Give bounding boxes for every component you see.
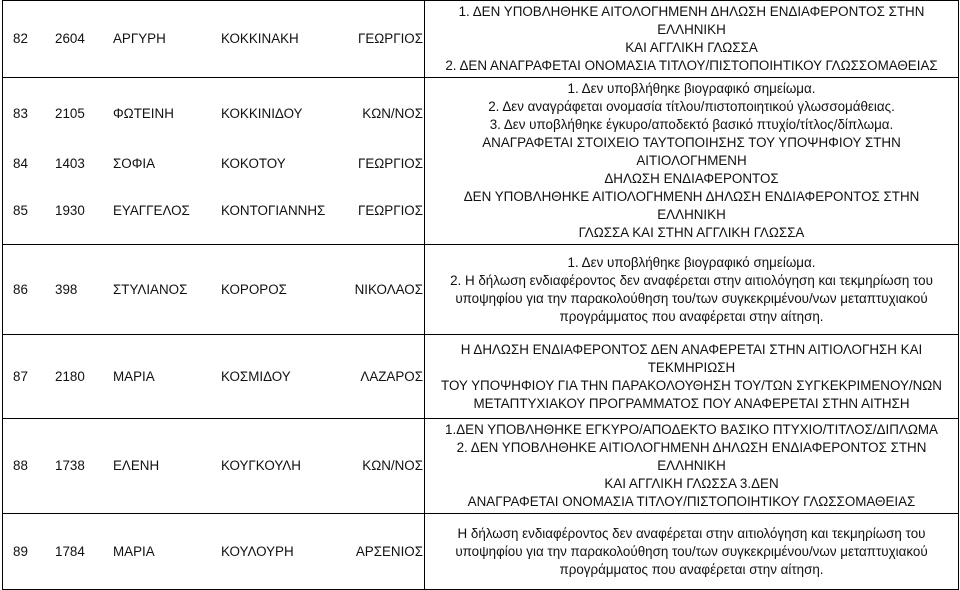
first-name: ΕΥΑΓΓΕΛΟΣ [113, 203, 190, 218]
table-row [3, 245, 959, 335]
row-number: 86 [13, 281, 28, 297]
table-row [3, 78, 959, 245]
row-number: 85 [13, 203, 28, 218]
reason-line: ΓΛΩΣΣΑ ΚΑΙ ΣΤΗΝ ΑΓΓΛΙΚΗ ΓΛΩΣΣΑ [578, 225, 805, 240]
table-row [3, 514, 959, 590]
reason-cell [425, 514, 959, 590]
reason-line: προγράμματος που αναφέρεται στην αίτηση. [559, 308, 824, 324]
reason-line: 2. Η δήλωση ενδιαφέροντος δεν αναφέρεται στην αιτιολόγηση και τεκμηρίωση του [450, 272, 933, 288]
father-name: ΝΙΚΟΛΑΟΣ [354, 281, 423, 297]
row-number: 84 [13, 156, 28, 171]
first-name: ΜΑΡΙΑ [113, 368, 155, 384]
father-name: ΛΑΖΑΡΟΣ [360, 368, 423, 384]
reason-line: 2. Δεν αναγράφεται ονομασία τίτλου/πιστοποιητικού γλωσσομάθειας. [488, 99, 895, 114]
reason-line: 3. Δεν υποβλήθηκε έγκυρο/αποδεκτό βασικό πτυχίο/τίτλος/δίπλωμα. [489, 117, 894, 132]
reason-line: 1. Δεν υποβλήθηκε βιογραφικό σημείωμα. [567, 254, 816, 270]
reason-line: ΤΟΥ ΥΠΟΨΗΦΙΟΥ ΓΙΑ ΤΗΝ ΠΑΡΑΚΟΛΟΥΘΗΣΗ ΤΟΥ/ΤΩΝ ΣΥΓΚΕΚΡΙΜΕΝΟΥ/ΝΩΝ [441, 377, 942, 393]
reason-line: 1. Δεν υποβλήθηκε βιογραφικό σημείωμα. [567, 81, 816, 96]
candidate-code: 398 [55, 281, 78, 297]
row-number: 83 [13, 106, 28, 121]
first-name: ΕΛΕΝΗ [113, 458, 160, 473]
reason-line: 1. ΔΕΝ ΥΠΟΒΛΗΘΗΚΕ ΑΙΤΟΛΟΓΗΜΕΝΗ ΔΗΛΩΣΗ ΕΝΔΙΑΦΕΡΟΝΤΟΣ ΣΤΗΝ ΕΛΛΗΝΙΚΗ [458, 4, 925, 37]
row-number: 87 [13, 368, 28, 384]
table-row [3, 335, 959, 419]
father-name: ΓΕΩΡΓΙΟΣ [357, 31, 423, 46]
reason-line: ΑΝΑΓΡΑΦΕΤΑΙ ΟΝΟΜΑΣΙΑ ΤΙΤΛΟΥ/ΠΙΣΤΟΠΟΙΗΤΙΚΟΥ ΓΛΩΣΣΟΜΑΘΕΙΑΣ [467, 494, 916, 509]
last-name: ΚΟΥΛΟΥΡΗ [221, 543, 294, 559]
father-name: ΓΕΩΡΓΙΟΣ [357, 203, 423, 218]
reason-line: ΜΕΤΑΠΤΥΧΙΑΚΟΥ ΠΡΟΓΡΑΜΜΑΤΟΣ ΠΟΥ ΑΝΑΦΕΡΕΤΑΙ ΣΤΗΝ ΑΙΤΗΣΗ [473, 395, 910, 411]
last-name: ΚΟΝΤΟΓΙΑΝΝΗΣ [221, 203, 326, 218]
candidate-code: 1403 [55, 156, 85, 171]
last-name: ΚΟΚΚΙΝΙΔΟΥ [221, 106, 303, 121]
candidate-code: 2604 [55, 31, 85, 46]
table-row [3, 419, 959, 514]
candidate-cell [3, 245, 425, 335]
candidates-table [2, 0, 959, 590]
father-name: ΓΕΩΡΓΙΟΣ [357, 156, 423, 171]
reason-cell [425, 335, 959, 419]
reason-line: προγράμματος που αναφέρεται στην αίτηση. [559, 561, 824, 577]
first-name: ΣΟΦΙΑ [113, 156, 156, 171]
first-name: ΜΑΡΙΑ [113, 543, 155, 559]
last-name: ΚΟΚΟΤΟΥ [221, 156, 286, 171]
reason-line: ΔΗΛΩΣΗ ΕΝΔΙΑΦΕΡΟΝΤΟΣ [604, 171, 779, 186]
candidate-code: 1784 [55, 543, 85, 559]
table-row [3, 1, 959, 78]
reason-line: ΑΝΑΓΡΑΦΕΤΑΙ ΣΤΟΙΧΕΙΟ ΤΑΥΤΟΠΟΙΗΣΗΣ ΤΟΥ ΥΠΟΨΗΦΙΟΥ ΣΤΗΝ ΑΙΤΙΟΛΟΓΗΜΕΝΗ [482, 135, 901, 168]
first-name: ΣΤΥΛΙΑΝΟΣ [113, 281, 188, 297]
row-number: 88 [13, 458, 28, 473]
row-number: 89 [13, 543, 28, 559]
candidate-code: 1930 [55, 203, 85, 218]
candidate-cell [3, 78, 425, 245]
last-name: ΚΟΣΜΙΔΟΥ [221, 368, 291, 384]
reason-line: 2. ΔΕΝ ΑΝΑΓΡΑΦΕΤΑΙ ΟΝΟΜΑΣΙΑ ΤΙΤΛΟΥ/ΠΙΣΤΟΠΟΙΗΤΙΚΟΥ ΓΛΩΣΣΟΜΑΘΕΙΑΣ [445, 58, 938, 73]
reason-line: υποψηφίου για την παρακολούθηση του/των συγκεκριμένου/νων μεταπτυχιακού [455, 290, 928, 306]
father-name: ΑΡΣΕΝΙΟΣ [355, 543, 423, 559]
row-number: 82 [13, 31, 28, 46]
last-name: ΚΟΚΚΙΝΑΚΗ [221, 31, 299, 46]
first-name: ΦΩΤΕΙΝΗ [113, 106, 174, 121]
reason-cell [425, 1, 959, 78]
candidate-cell [3, 1, 425, 78]
candidate-code: 2105 [55, 106, 85, 121]
candidate-code: 2180 [55, 368, 85, 384]
reason-line: 1.ΔΕΝ ΥΠΟΒΛΗΘΗΚΕ ΕΓΚΥΡΟ/ΑΠΟΔΕΚΤΟ ΒΑΣΙΚΟ ΠΤΥΧΙΟ/ΤΙΤΛΟΣ/ΔΙΠΛΩΜΑ [445, 422, 938, 437]
reason-line: Η δήλωση ενδιαφέροντος δεν αναφέρεται στην αιτιολόγηση και τεκμηρίωση του [457, 525, 926, 541]
reason-line: υποψηφίου για την παρακολούθηση του/των συγκεκριμένου/νων μεταπτυχιακού [455, 543, 928, 559]
reason-line: ΚΑΙ ΑΓΓΛΙΚΗ ΓΛΩΣΣΑ 3.ΔΕΝ [604, 476, 779, 491]
reason-line: 2. ΔΕΝ ΥΠΟΒΛΗΘΗΚΕ ΑΙΤΙΟΛΟΓΗΜΕΝΗ ΔΗΛΩΣΗ ΕΝΔΙΑΦΕΡΟΝΤΟΣ ΣΤΗΝ ΕΛΛΗΝΙΚΗ [456, 440, 927, 473]
candidate-cell [3, 514, 425, 590]
father-name: ΚΩΝ/ΝΟΣ [362, 106, 423, 121]
reason-cell [425, 245, 959, 335]
father-name: ΚΩΝ/ΝΟΣ [362, 458, 423, 473]
candidate-code: 1738 [55, 458, 85, 473]
candidate-cell [3, 335, 425, 419]
reason-line: ΔΕΝ ΥΠΟΒΛΗΘΗΚΕ ΑΙΤΙΟΛΟΓΗΜΕΝΗ ΔΗΛΩΣΗ ΕΝΔΙΑΦΕΡΟΝΤΟΣ ΣΤΗΝ ΕΛΛΗΝΙΚΗ [463, 189, 920, 222]
reason-line: Η ΔΗΛΩΣΗ ΕΝΔΙΑΦΕΡΟΝΤΟΣ ΔΕΝ ΑΝΑΦΕΡΕΤΑΙ ΣΤΗΝ ΑΙΤΙΟΛΟΓΗΣΗ ΚΑΙ ΤΕΚΜΗΡΙΩΣΗ [460, 341, 923, 375]
last-name: ΚΟΡΟΡΟΣ [221, 281, 287, 297]
last-name: ΚΟΥΓΚΟΥΛΗ [221, 458, 301, 473]
reason-cell [425, 419, 959, 514]
reason-cell [425, 78, 959, 245]
reason-line: ΚΑΙ ΑΓΓΛΙΚΗ ΓΛΩΣΣΑ [625, 40, 758, 55]
first-name: ΑΡΓΥΡΗ [113, 31, 166, 46]
candidate-cell [3, 419, 425, 514]
